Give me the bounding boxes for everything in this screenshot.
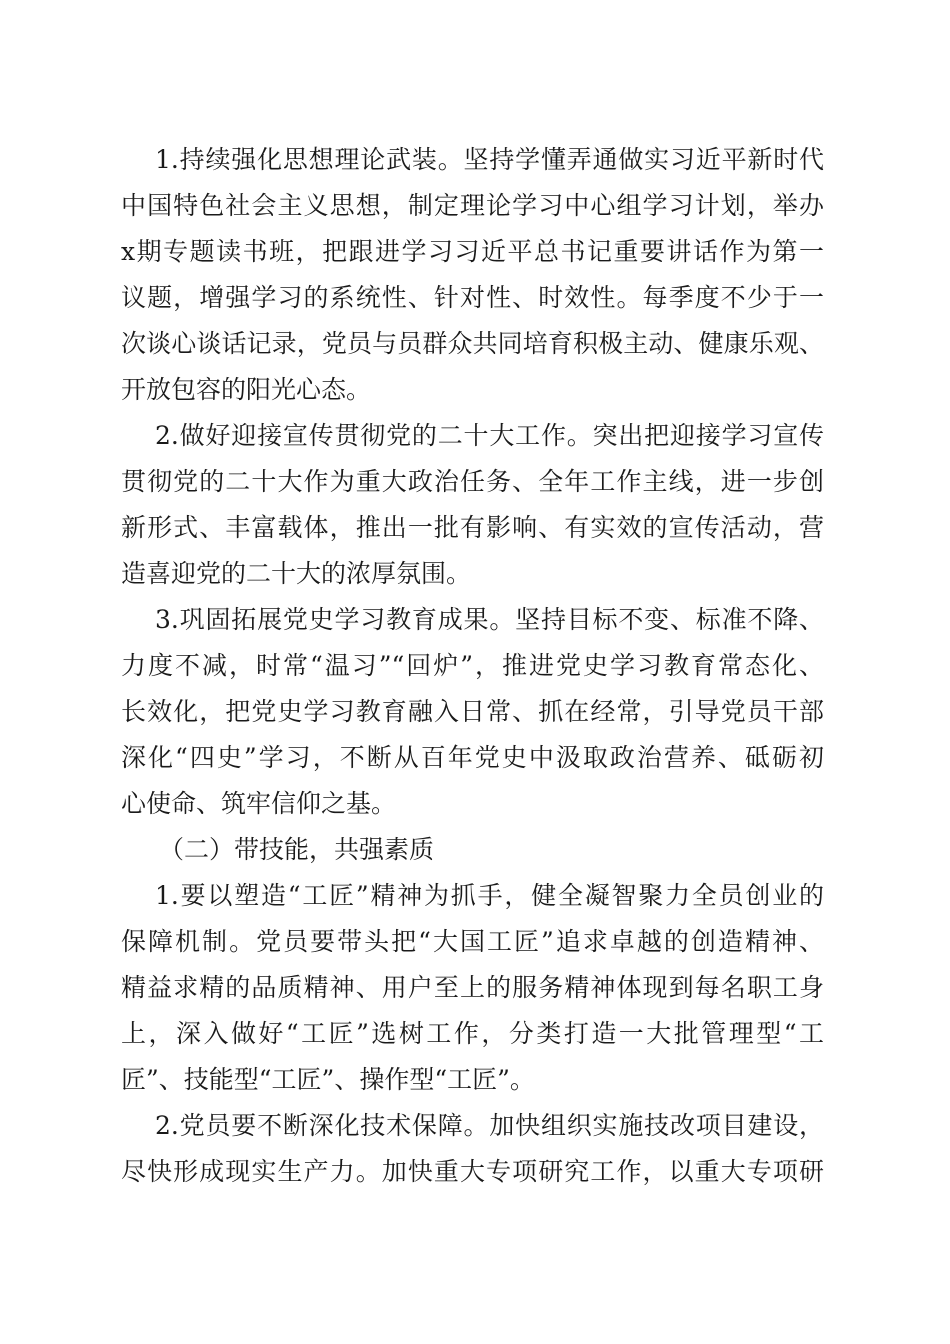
paragraph-text: 2.党员要不断深化技术保障。加快组织实施技改项目建设， <box>155 1111 824 1140</box>
text-line <box>0 232 950 272</box>
text-line <box>0 508 950 548</box>
paragraph-text: 贯彻党的二十大作为重大政治任务、全年工作主线，进一步创 <box>121 467 824 496</box>
text-line <box>0 876 950 916</box>
section-heading-text: （二）带技能，共强素质 <box>159 835 435 864</box>
paragraph-text: 心使命、筑牢信仰之基。 <box>121 789 397 818</box>
paragraph-text: 2.做好迎接宣传贯彻党的二十大工作。突出把迎接学习宣传 <box>155 421 824 450</box>
text-line <box>0 738 950 778</box>
section-heading <box>0 830 950 870</box>
paragraph-text: 造喜迎党的二十大的浓厚氛围。 <box>121 559 472 588</box>
paragraph-text: 新形式、丰富载体，推出一批有影响、有实效的宣传活动，营 <box>121 513 824 542</box>
text-line <box>0 784 950 824</box>
paragraph-text: 中国特色社会主义思想，制定理论学习中心组学习计划，举办 <box>121 191 824 220</box>
text-line <box>0 1014 950 1054</box>
paragraph-text: 开放包容的阳光心态。 <box>121 375 372 404</box>
paragraph-text: 长效化，把党史学习教育融入日常、抓在经常，引导党员干部 <box>121 697 824 726</box>
paragraph-text: 1.持续强化思想理论武装。坚持学懂弄通做实习近平新时代 <box>155 145 824 174</box>
text-line <box>0 140 950 180</box>
text-line <box>0 462 950 502</box>
paragraph-text: 匠”、技能型“工匠”、操作型“工匠”。 <box>121 1065 535 1094</box>
paragraph-text: 力度不减，时常“温习”“回炉”，推进党史学习教育常态化、 <box>121 651 824 680</box>
paragraph-text: 精益求精的品质精神、用户至上的服务精神体现到每名职工身 <box>121 973 824 1002</box>
text-line <box>0 324 950 364</box>
text-line <box>0 1152 950 1192</box>
text-line <box>0 646 950 686</box>
text-line <box>0 968 950 1008</box>
text-line <box>0 600 950 640</box>
paragraph-text: 次谈心谈话记录，党员与员群众共同培育积极主动、健康乐观、 <box>121 329 824 358</box>
text-line <box>0 186 950 226</box>
text-line <box>0 922 950 962</box>
paragraph-text: 保障机制。党员要带头把“大国工匠”追求卓越的创造精神、 <box>121 927 824 956</box>
paragraph-text: 3.巩固拓展党史学习教育成果。坚持目标不变、标准不降、 <box>155 605 824 634</box>
text-line <box>0 692 950 732</box>
text-line <box>0 554 950 594</box>
text-line <box>0 1060 950 1100</box>
text-line <box>0 370 950 410</box>
paragraph-text: 1.要以塑造“工匠”精神为抓手，健全凝智聚力全员创业的 <box>155 881 824 910</box>
text-line <box>0 278 950 318</box>
text-line <box>0 416 950 456</box>
paragraph-text: x期专题读书班，把跟进学习习近平总书记重要讲话作为第一 <box>121 237 824 266</box>
text-line <box>0 1106 950 1146</box>
paragraph-text: 议题，增强学习的系统性、针对性、时效性。每季度不少于一 <box>121 283 824 312</box>
paragraph-text: 上，深入做好“工匠”选树工作，分类打造一大批管理型“工 <box>121 1019 824 1048</box>
paragraph-text: 尽快形成现实生产力。加快重大专项研究工作，以重大专项研 <box>121 1157 824 1186</box>
paragraph-text: 深化“四史”学习，不断从百年党史中汲取政治营养、砥砺初 <box>121 743 824 772</box>
